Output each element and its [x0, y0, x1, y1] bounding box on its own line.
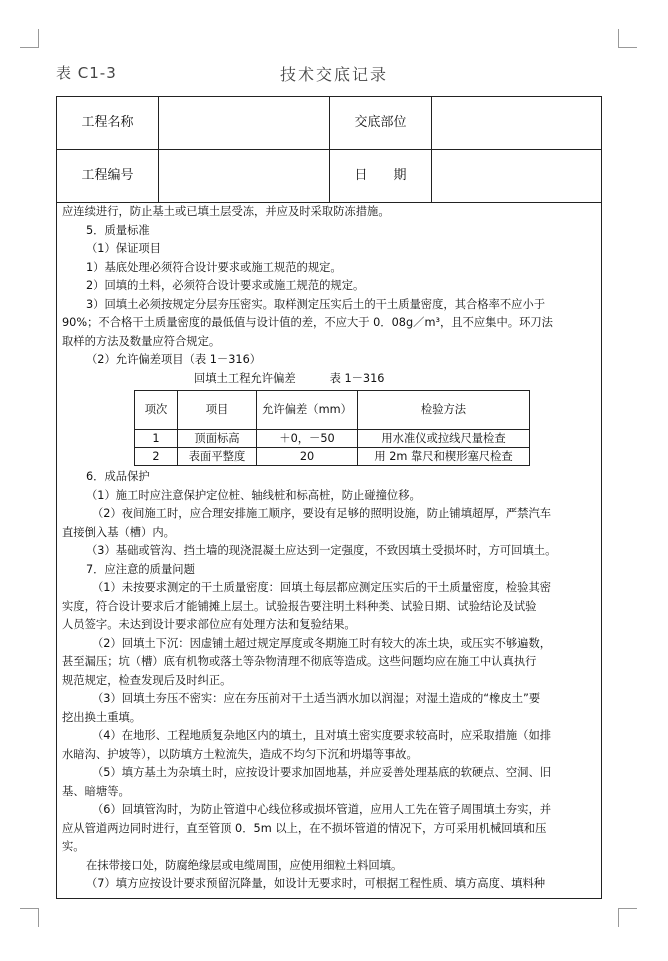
- table-row: [135, 448, 530, 466]
- paragraph-line: 实。: [62, 840, 85, 853]
- crop-mark-top-left: [20, 29, 39, 48]
- paragraph-line: 5．质量标准: [86, 223, 150, 237]
- paragraph-line: 规范规定，检查发现后及时纠正。: [62, 673, 232, 687]
- page-title: 技术交底记录: [279, 65, 388, 84]
- paragraph-line: （2）夜间施工时，应合理安排施工顺序，要设有足够的照明设施，防止铺填超厚，严禁汽车: [92, 507, 552, 520]
- project-name-label: 工程名称: [57, 97, 159, 149]
- paragraph-line: 7．应注意的质量问题: [86, 562, 195, 576]
- table-header-cell: 允许偏差（mm）: [257, 391, 358, 430]
- paragraph-line: 挖出换土重填。: [62, 710, 142, 724]
- paragraph-line: （3）回填土夯压不密实：应在夯压前对干土适当洒水加以润湿；对湿土造成的“橡皮土”要: [92, 692, 541, 705]
- paragraph-line: （2）回填土下沉：因虚铺土超过规定厚度或冬期施工时有较大的冻土块，或压实不够遍数，: [92, 636, 552, 650]
- paragraph-line: 应从管道两边同时进行，直至管顶 0．5m 以上，在不损坏管道的情况下，方可采用机械回填和压: [62, 821, 547, 835]
- paragraph-line: 6．成品保护: [86, 470, 150, 483]
- paragraph-line: （5）填方基土为杂填土时，应按设计要求加固地基，并应妥善处理基底的软硬点、空洞、旧: [92, 766, 552, 779]
- date-field[interactable]: [432, 150, 601, 202]
- table-header-cell: 检验方法: [358, 391, 530, 430]
- paragraph-line: （3）基础或管沟、挡土墙的现浇混凝土应达到一定强度，不致因填土受损坏时，方可回填土。: [86, 544, 557, 557]
- paragraph-line: 取样的方法及数量应符合规定。: [62, 334, 221, 348]
- header-row-1: [57, 97, 601, 150]
- header-row-2: [57, 150, 601, 203]
- table-header-cell: 项目: [178, 391, 257, 430]
- paragraph-line: （6）回填管沟时，为防止管道中心线位移或损坏管道，应用人工先在管子周围填土夯实，并: [92, 803, 552, 816]
- table-cell: 20: [257, 448, 358, 466]
- location-label: 交底部位: [330, 97, 432, 149]
- table-header-row: [135, 391, 530, 430]
- form-code: 表 C1-3: [56, 64, 117, 82]
- paragraph-line: 水暗沟、护坡等），以防填方土粒流失，造成不均匀下沉和坍塌等事故。: [62, 747, 418, 761]
- paragraph-line: （7）填方应按设计要求预留沉降量，如设计无要求时，可根据工程性质、填方高度、填料种: [86, 877, 546, 890]
- paragraph-line: 1）基底处理必须符合设计要求或施工规范的规定。: [86, 260, 342, 274]
- date-label: 日 期: [330, 150, 432, 202]
- crop-mark-top-right: [618, 29, 637, 48]
- tolerance-table: [134, 390, 530, 466]
- crop-mark-bottom-right: [618, 908, 637, 927]
- paragraph-line: （1）保证项目: [86, 242, 161, 255]
- paragraph-line: 人员签字。未达到设计要求部位应有处理方法和复验结果。: [62, 618, 356, 631]
- project-name-field[interactable]: [159, 97, 330, 149]
- paragraph-line: 90%；不合格干土质量密度的最低值与设计值的差，不应大于 0．08g／m³，且不应集中。环刀法: [62, 316, 553, 329]
- table-cell: 1: [135, 430, 178, 448]
- paragraph-line: 应连续进行，防止基土或已填土层受冻，并应及时采取防冻措施。: [62, 205, 390, 218]
- paragraph-line: （4）在地形、工程地质复杂地区内的填土，且对填土密实度要求较高时，应采取措施（如排: [92, 729, 552, 742]
- record-form: [56, 96, 602, 899]
- table-caption: 回填土工程允许偏差 表 1－316: [194, 371, 385, 385]
- paragraph-line: 甚至漏压；坑（槽）底有机物或落土等杂物清理不彻底等造成。这些问题均应在施工中认真执行: [62, 655, 537, 668]
- project-no-label: 工程编号: [57, 150, 159, 202]
- table-cell: 2: [135, 448, 178, 466]
- paragraph-line: 实度，符合设计要求后才能铺摊上层土。试验报告要注明土料种类、试验日期、试验结论及试验: [62, 599, 537, 613]
- disclosure-content: [62, 203, 596, 894]
- table-header-cell: 项次: [135, 391, 178, 430]
- paragraph-line: 直接倒入基（槽）内。: [62, 525, 175, 539]
- paragraph-line: （1）施工时应注意保护定位桩、轴线桩和标高桩，防止碰撞位移。: [86, 488, 421, 502]
- table-cell: 表面平整度: [178, 448, 257, 466]
- content-section-after-table: [62, 468, 596, 894]
- paragraph-line: 在抹带接口处，防腐绝缘层或电缆周围，应使用细粒土料回填。: [86, 858, 403, 872]
- paragraph-line: 2）回填的土料，必须符合设计要求或施工规范的规定。: [86, 279, 365, 292]
- paragraph-line: （2）允许偏差项目（表 1－316）: [86, 353, 262, 366]
- paragraph-line: 3）回填土必须按规定分层夯压密实。取样测定压实后土的干土质量密度，其合格率不应小于: [86, 297, 546, 311]
- paragraph-line: 基、暗塘等。: [62, 784, 130, 798]
- table-cell: ＋0，－50: [257, 430, 358, 448]
- content-section-before-table: [62, 203, 596, 370]
- project-no-field[interactable]: [159, 150, 330, 202]
- paragraph-line: （1）未按要求测定的干土质量密度：回填土每层都应测定压实后的干土质量密度，检验其密: [92, 581, 552, 594]
- table-row: [135, 430, 530, 448]
- crop-mark-bottom-left: [20, 908, 39, 927]
- table-cell: 用水准仪或拉线尺量检查: [358, 430, 530, 448]
- table-cell: 用 2m 靠尺和楔形塞尺检查: [358, 448, 530, 466]
- location-field[interactable]: [432, 97, 601, 149]
- table-cell: 顶面标高: [178, 430, 257, 448]
